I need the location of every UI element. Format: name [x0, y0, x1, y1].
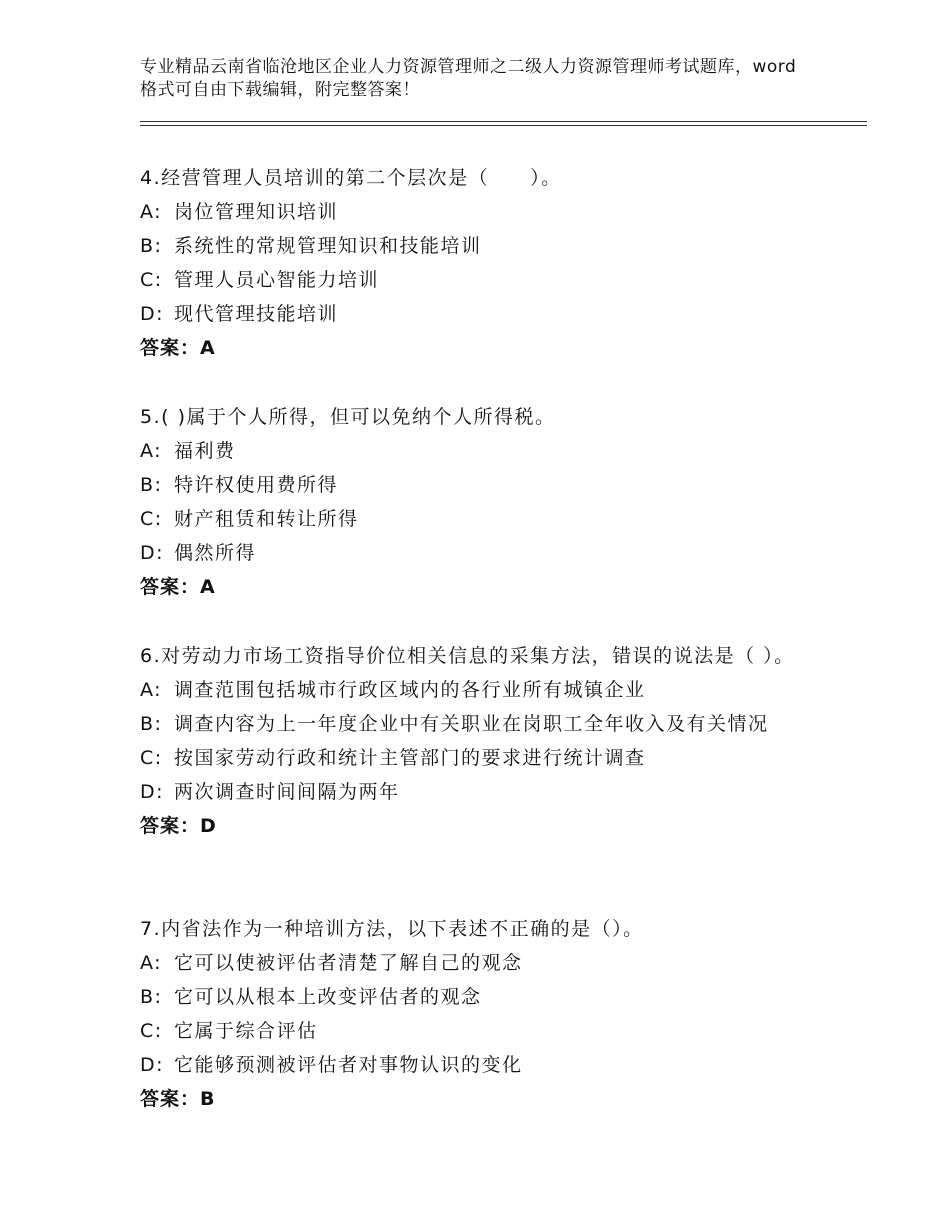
answer-line: 答案：A	[140, 576, 216, 598]
option-text: 岗位管理知识培训	[174, 201, 339, 223]
option-c	[140, 741, 840, 775]
option-c	[140, 263, 840, 297]
option-text: 管理人员心智能力培训	[174, 269, 380, 291]
option-letter: D:	[140, 303, 165, 325]
option-text: 它能够预测被评估者对事物认识的变化	[174, 1054, 523, 1076]
question-block	[140, 912, 840, 1116]
option-b	[140, 468, 840, 502]
option-text: 它属于综合评估	[174, 1020, 318, 1042]
option-text: 按国家劳动行政和统计主管部门的要求进行统计调查	[174, 747, 646, 769]
option-letter: A:	[140, 201, 163, 223]
option-a	[140, 195, 840, 229]
question-stem: 4.经营管理人员培训的第二个层次是（ ）。	[140, 167, 562, 189]
option-d	[140, 775, 840, 809]
option-letter: B:	[140, 986, 163, 1008]
option-letter: B:	[140, 235, 163, 257]
option-letter: C:	[140, 269, 163, 291]
option-b	[140, 980, 840, 1014]
option-letter: B:	[140, 474, 163, 496]
answer-line: 答案：A	[140, 337, 216, 359]
option-text: 系统性的常规管理知识和技能培训	[174, 235, 482, 257]
option-text: 调查范围包括城市行政区域内的各行业所有城镇企业	[174, 679, 646, 701]
question-block	[140, 161, 840, 365]
option-letter: C:	[140, 508, 163, 530]
option-letter: A:	[140, 440, 163, 462]
option-c	[140, 502, 840, 536]
option-text: 它可以使被评估者清楚了解自己的观念	[174, 952, 523, 974]
option-letter: B:	[140, 713, 163, 735]
header-divider-top	[140, 121, 867, 122]
option-letter: D:	[140, 781, 165, 803]
option-text: 两次调查时间间隔为两年	[174, 781, 400, 803]
answer-line: 答案：D	[140, 815, 217, 837]
question-stem: 7.内省法作为一种培训方法，以下表述不正确的是（）。	[140, 918, 644, 940]
option-text: 福利费	[174, 440, 236, 462]
option-d	[140, 1048, 840, 1082]
answer-line: 答案：B	[140, 1088, 216, 1110]
option-text: 它可以从根本上改变评估者的观念	[174, 986, 482, 1008]
option-letter: A:	[140, 679, 163, 701]
option-text: 特许权使用费所得	[174, 474, 339, 496]
option-d	[140, 536, 840, 570]
option-text: 偶然所得	[174, 542, 257, 564]
option-b	[140, 229, 840, 263]
option-letter: D:	[140, 1054, 165, 1076]
option-letter: A:	[140, 952, 163, 974]
option-text: 现代管理技能培训	[174, 303, 339, 325]
document-header-title: 专业精品云南省临沧地区企业人力资源管理师之二级人力资源管理师考试题库，word格式可自由下载编辑，附完整答案！	[140, 57, 797, 100]
option-text: 财产租赁和转让所得	[174, 508, 359, 530]
question-stem: 5.( )属于个人所得，但可以免纳个人所得税。	[140, 406, 556, 428]
option-b	[140, 707, 840, 741]
question-block	[140, 400, 840, 604]
option-a	[140, 946, 840, 980]
header-divider-bottom	[140, 125, 867, 126]
option-letter: D:	[140, 542, 165, 564]
option-text: 调查内容为上一年度企业中有关职业在岗职工全年收入及有关情况	[174, 713, 769, 735]
question-block	[140, 639, 840, 843]
option-a	[140, 673, 840, 707]
option-c	[140, 1014, 840, 1048]
option-d	[140, 297, 840, 331]
option-letter: C:	[140, 1020, 163, 1042]
question-stem: 6.对劳动力市场工资指导价位相关信息的采集方法，错误的说法是（ ）。	[140, 645, 795, 667]
option-letter: C:	[140, 747, 163, 769]
option-a	[140, 434, 840, 468]
